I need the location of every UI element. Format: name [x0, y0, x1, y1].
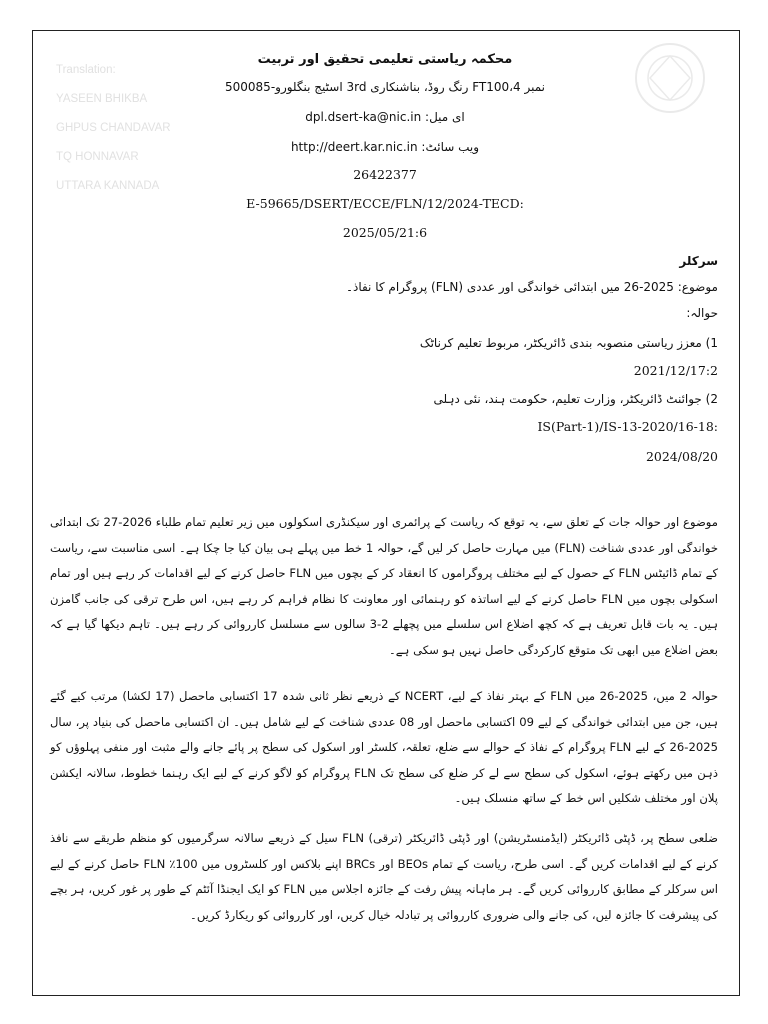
reference-1-date: 2021/12/17:2 [633, 363, 718, 378]
watermark-line: GHPUS CHANDAVAR [56, 121, 171, 134]
letterhead [150, 50, 620, 247]
office-address: نمبر 4،FT100 رنگ روڈ، بناشنکاری 3rd اسٹیج بنگلورو-500085 [225, 80, 545, 94]
circular-heading: سرکلر [679, 254, 718, 268]
circular-meta [50, 248, 718, 472]
reference-label: حوالہ: [686, 306, 718, 320]
reference-number: E-59665/DSERT/ECCE/FLN/12/2024-TECD: [246, 196, 524, 211]
body-paragraph-2: حوالہ 2 میں، 2025-26 میں FLN کے بہتر نفاذ کے لیے، NCERT کے ذریعے نظر ثانی شدہ 17 اکتسابی ماحصل (17 لکشا) مرتب کیے گئے ہیں، جن میں ابتدائی خواندگی کے لیے 09 اکتسابی ماحصل اور 08 عددی شناخت کے لیے شامل ہیں۔ ان اکتسابی ماحصل کی بنیاد پر، سال 2025-26 کے لیے FLN پروگرام کے نفاذ کے حوالے سے ضلع، تعلقہ، کلسٹر اور اسکول کی سطح پر پائے جانے والے مثبت اور منفی پہلوؤں کو ذہن میں رکھتے ہوئے، اسکول کی سطح سے لے کر ضلع کی سطح تک FLN پروگرام کو لاگو کرنے کے لیے ایک رہنما خطوط، سالانہ ایکشن پلان اور مختلف شکلیں اس خط کے ساتھ منسلک ہیں۔ [50, 689, 719, 805]
reference-2: 2) جوائنٹ ڈائریکٹر، وزارت تعلیم، حکومت ہند، نئی دہلی [433, 392, 718, 406]
subject-line: موضوع: 2025-26 میں ابتدائی خواندگی اور عددی (FLN) پروگرام کا نفاذ۔ [345, 280, 718, 294]
website-line: ویب سائٹ: http://deert.kar.nic.in [290, 140, 480, 154]
watermark-line: UTTARA KANNADA [56, 179, 160, 192]
reference-1: 1) معزز ریاستی منصوبہ بندی ڈائریکٹر، مربوط تعلیم کرناٹک [419, 336, 718, 350]
body-paragraph-1: موضوع اور حوالہ جات کے تعلق سے، یہ توقع کہ ریاست کے پرائمری اور سیکنڈری اسکولوں میں زیر تعلیم تمام طلباء 2026-27 تک ابتدائی خواندگی اور عددی شناخت (FLN) میں مہارت حاصل کر لیں گے، حوالہ 1 خط میں پہلے ہی بیان کیا جا چکا ہے۔ اسی مناسبت سے، ریاست کے تمام ڈائیٹس FLN کے حصول کے لیے مختلف پروگراموں کا انعقاد کر کے بچوں میں FLN حاصل کرنے کے لیے اقدامات کر رہے ہیں اور تمام اسکولی بچوں میں FLN حاصل کرنے کے لیے اساتذہ کو رہنمائی اور معاونت کا نظام فراہم کر رہے ہیں، اس طرح ترقی کی جانب گامزن ہیں۔ یہ بات قابل تعریف ہے کہ کچھ اضلاع اس سلسلے میں پچھلے 2-3 سالوں سے مسلسل کارروائی کر رہے ہیں۔ تاہم دیکھا گیا ہے کہ بعض اضلاع میں ابھی تک متوقع کارکردگی حاصل نہیں ہو سکی ہے۔ [50, 515, 719, 657]
phone-number: 26422377 [353, 167, 417, 182]
watermark-line: Translation: [56, 63, 116, 76]
watermark-line: YASEEN BHIKBA [56, 92, 148, 105]
email-line: ای میل: dpl.dsert-ka@nic.in [305, 110, 465, 124]
body-paragraph-3: ضلعی سطح پر، ڈپٹی ڈائریکٹر (ایڈمنسٹریشن) اور ڈپٹی ڈائریکٹر (ترقی) FLN سیل کے ذریعے سالانہ سرگرمیوں کو منظم طریقے سے نافذ کرنے کے لیے اقدامات کریں گے۔ اسی طرح، ریاست کے تمام BEOs اور BRCs اپنے بلاکس اور کلسٹروں میں 100٪ FLN حاصل کرنے کے لیے اس سرکلر کے مطابق کارروائی کریں گے۔ ہر ماہانہ پیش رفت کے جائزہ اجلاس میں FLN کو ایک ایجنڈا آئٹم کے طور پر غور کریں، ہر بچے کی پیشرفت کا جائزہ لیں، کی جانے والی ضروری کارروائی پر تبادلہ خیال کریں، اور کارروائی کو ریکارڈ کریں۔ [50, 831, 718, 922]
department-name: محکمہ ریاستی تعلیمی تحقیق اور تربیت [257, 52, 513, 67]
reference-2-date: 2024/08/20 [645, 449, 718, 464]
watermark-line: TQ HONNAVAR [56, 150, 139, 163]
emblem-seal-icon [620, 38, 720, 118]
letter-date: 2025/05/21:6 [342, 225, 428, 240]
reference-2-code: IS(Part-1)/IS-13-2020/16-18: [537, 419, 718, 434]
